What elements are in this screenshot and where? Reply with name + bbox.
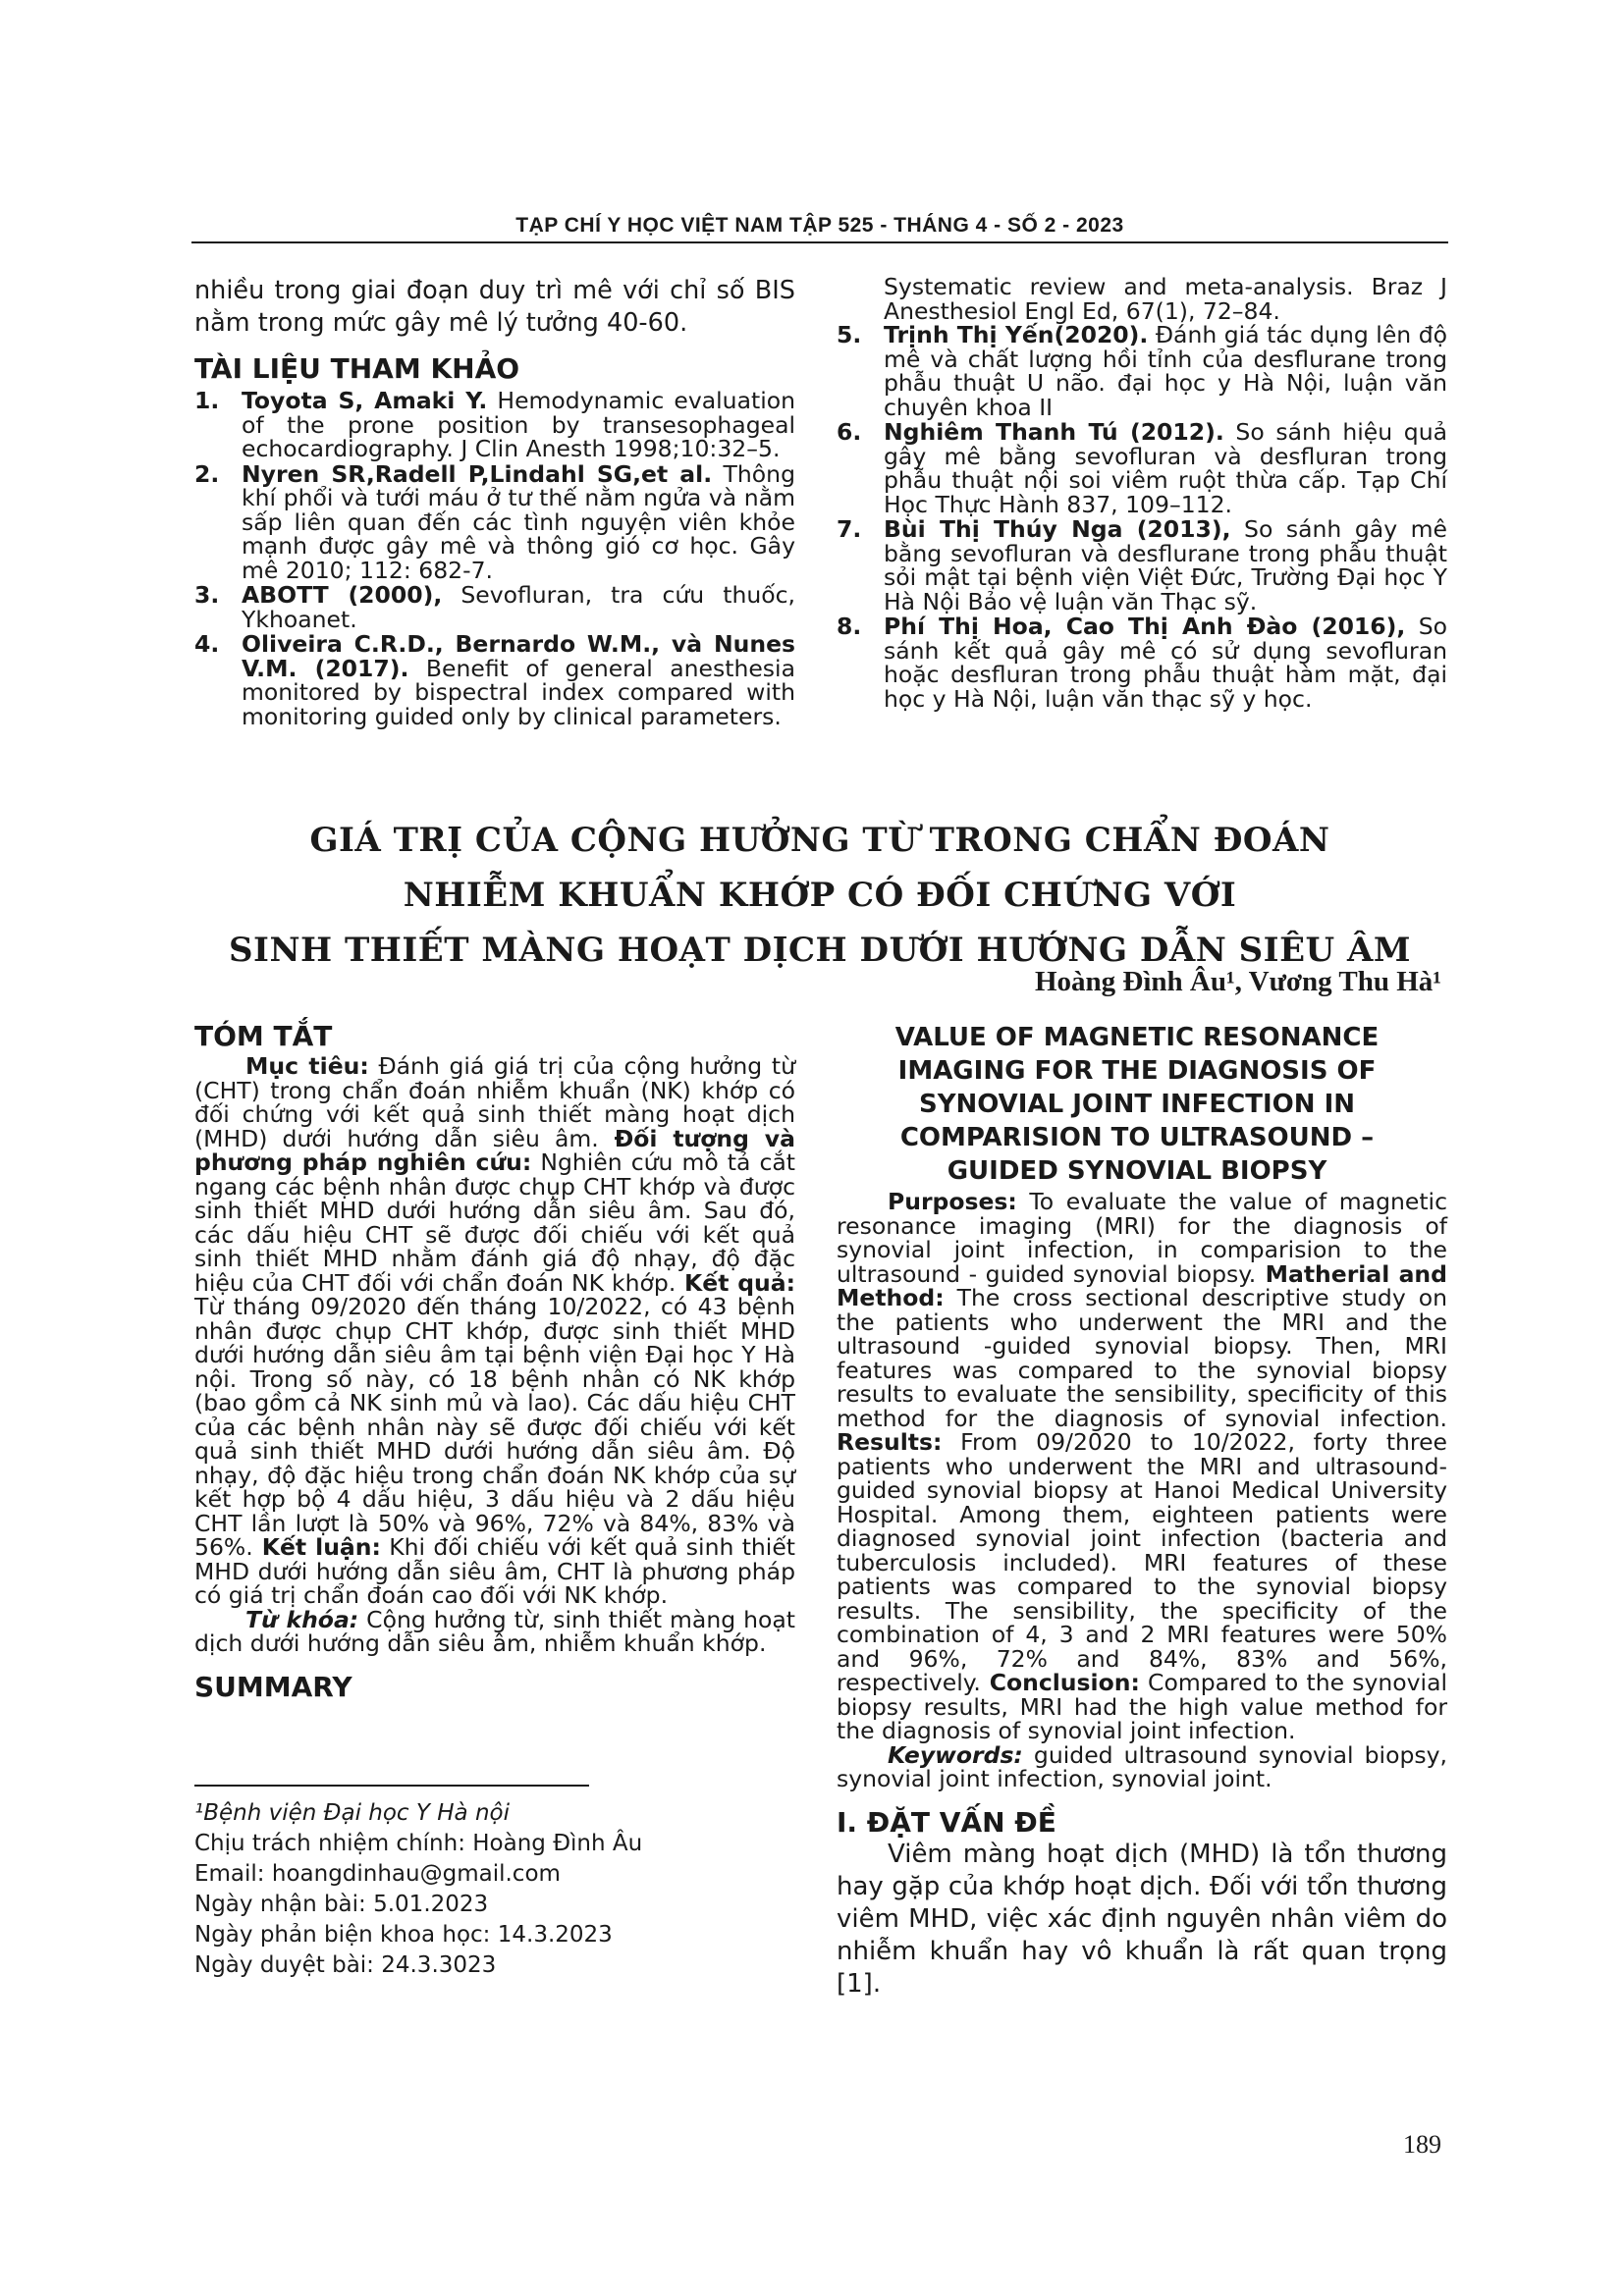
reference-text: So sánh kết quả gây mê có sử dụng sevofluran hoặc desfluran trong phẫu thuật hàm mặt, đại học y Hà Nội, luận văn thạc sỹ y học. [884, 613, 1447, 713]
abstract-body: Mục tiêu: Đánh giá giá trị của cộng hưởng từ (CHT) trong chẩn đoán nhiễm khuẩn (NK) khớp có đối chứng với kết quả sinh thiết màng hoạt dịch (MHD) dưới hướng dẫn siêu âm. Đối tượng và phương pháp nghiên cứu: Nghiên cứu mô tả cắt ngang các bệnh nhân được chụp CHT khớp và được sinh thiết MHD dưới hướng dẫn siêu âm. Sau đó, các dấu hiệu CHT sẽ được đối chiếu với kết quả sinh thiết MHD nhằm đánh giá độ nhạy, độ đặc hiệu của CHT đối với chẩn đoán NK khớp. Kết quả: Từ tháng 09/2020 đến tháng 10/2022, có 43 bệnh nhân được chụp CHT khớp, được sinh thiết MHD dưới hướng dẫn siêu âm tại bệnh viện Đại học Y Hà nội. Trong số này, có 18 bệnh nhân có NK khớp (bao gồm cả NK sinh mủ và lao). Các dấu hiệu CHT của các bệnh nhân này sẽ được đối chiếu với kết quả sinh thiết MHD dưới hướng dẫn siêu âm. Độ nhạy, độ đặc hiệu trong chẩn đoán NK khớp của sự kết hợp bộ 4 dấu hiệu, 3 dấu hiệu và 2 dấu hiệu CHT lần lượt là 50% và 96%, 72% và 84%, 83% và 56%. Kết luận: Khi đối chiếu với kết quả sinh thiết MHD dưới hướng dẫn siêu âm, CHT là phương pháp có giá trị chẩn đoán cao đối với NK khớp. [194, 1052, 796, 1609]
reference-number: 2. [194, 459, 220, 488]
reference-number: 7. [837, 515, 862, 543]
reference-item [194, 632, 795, 728]
abstract-english [837, 1190, 1447, 2001]
footnote-rule [194, 1785, 589, 1787]
english-title-line: VALUE OF MAGNETIC RESONANCE [894, 1023, 1380, 1052]
article-title [191, 813, 1448, 978]
reference-text: Sevofluran, tra cứu thuốc, Ykhoanet. [242, 581, 796, 633]
reference-4-continued: Systematic review and meta-analysis. Braz J Anesthesiol Engl Ed, 67(1), 72–84. [884, 273, 1447, 325]
reference-authors: Nghiêm Thanh Tú (2012). [884, 418, 1224, 446]
reference-text: Benefit of general anesthesia monitored by bispectral index compared with monitoring guided only by clinical parameters. [242, 654, 795, 730]
references-heading: TÀI LIỆU THAM KHẢO [194, 352, 520, 385]
reference-text: So sánh hiệu quả gây mê bằng sevofluran và desfluran trong phẫu thuật nội soi viêm ruột thừa cấp. Tạp Chí Học Thực Hành 837, 109–112. [884, 418, 1447, 518]
references-left-column [194, 275, 795, 729]
reference-authors: Phí Thị Hoa, Cao Thị Anh Đào (2016), [884, 613, 1406, 640]
abstract-keywords: Từ khóa: Cộng hưởng từ, sinh thiết màng hoạt dịch dưới hướng dẫn siêu âm, nhiễm khuẩn khớp. [194, 1605, 795, 1657]
reference-item [837, 323, 1447, 419]
reference-number: 8. [837, 613, 862, 640]
reference-item [837, 420, 1447, 516]
reference-item [194, 583, 795, 631]
footnote-email: Email: hoangdinhau@gmail.com [194, 1861, 561, 1887]
running-header: TẠP CHÍ Y HỌC VIỆT NAM TẬP 525 - THÁNG 4 - SỐ 2 - 2023 [515, 214, 1124, 237]
english-title-line: IMAGING FOR THE DIAGNOSIS OF [897, 1056, 1377, 1086]
article-title-line: SINH THIẾT MÀNG HOẠT DỊCH DƯỚI HƯỚNG DẪN SIÊU ÂM [228, 931, 1411, 970]
section-body: Viêm màng hoạt dịch (MHD) là tổn thương hay gặp của khớp hoạt dịch. Đối với tổn thương viêm MHD, việc xác định nguyên nhân viêm do nhiễm khuẩn hay vô khuẩn là rất quan trọng [1]. [837, 1839, 1447, 1999]
footnote-received: Ngày nhận bài: 5.01.2023 [194, 1892, 489, 1917]
english-keywords: Keywords: guided ultrasound synovial biopsy, synovial joint infection, synovial joint. [837, 1740, 1447, 1792]
reference-number: 3. [194, 581, 220, 609]
summary-heading: SUMMARY [194, 1670, 352, 1703]
footnote [194, 1798, 642, 1981]
reference-number: 1. [194, 387, 220, 414]
reference-text: So sánh gây mê bằng sevofluran và desflurane trong phẫu thuật sỏi mật tại bệnh viện Việt Đức, Trường Đại học Y Hà Nội Bảo vệ luận văn Thạc sỹ. [884, 515, 1447, 615]
abstract-heading: TÓM TẮT [194, 1020, 333, 1052]
reference-number: 5. [837, 321, 862, 348]
reference-item [194, 389, 795, 461]
footnote-accepted: Ngày duyệt bài: 24.3.3023 [194, 1952, 497, 1978]
article-title-line: NHIỄM KHUẨN KHỚP CÓ ĐỐI CHỨNG VỚI [403, 876, 1237, 915]
reference-item [194, 459, 795, 584]
header-rule [191, 241, 1448, 243]
reference-authors: ABOTT (2000), [242, 581, 443, 609]
footnote-affiliation: ¹Bệnh viện Đại học Y Hà nội [194, 1800, 510, 1826]
section-heading: I. ĐẶT VẤN ĐỀ [837, 1805, 1056, 1839]
reference-text: Thông khí phổi và tưới máu ở tư thế nằm ngửa và nằm sấp liên quan đến các tình nguyện viên khỏe mạnh được gây mê và thông gió cơ học. Gây mê 2010; 112: 682-7. [242, 459, 795, 584]
reference-number: 4. [194, 630, 220, 658]
article-title-line: GIÁ TRỊ CỦA CỘNG HƯỞNG TỪ TRONG CHẨN ĐOÁN [309, 821, 1330, 860]
reference-authors: Bùi Thị Thúy Nga (2013), [884, 515, 1231, 543]
references-right-column [837, 275, 1447, 712]
reference-authors: Oliveira C.R.D., Bernardo W.M., và Nunes V.M. (2017). [242, 630, 795, 682]
reference-authors: Toyota S, Amaki Y. [242, 387, 488, 414]
reference-text: Đánh giá tác dụng lên độ mê và chất lượng hồi tỉnh của desflurane trong phẫu thuật U não. đại học y Hà Nội, luận văn chuyên khoa II [884, 321, 1447, 421]
reference-number: 6. [837, 418, 862, 446]
authors: Hoàng Đình Âu¹, Vương Thu Hà¹ [1034, 966, 1441, 997]
english-title [828, 1021, 1446, 1188]
english-title-line: SYNOVIAL JOINT INFECTION IN [918, 1090, 1356, 1119]
page-number: 189 [1403, 2130, 1441, 2159]
english-abstract-body: Purposes: To evaluate the value of magnetic resonance imaging (MRI) for the diagnosis of synovial joint infection, in comparision to the ultrasound - guided synovial biopsy. Matherial and Method: The cross sectional descriptive study on the patients who underwent the MRI and the ultrasound -guided synovial biopsy. Then, MRI features was compared to the synovial biopsy results to evaluate the sensibility, specificity of this method for the diagnosis of synovial infection. Results: From 09/2020 to 10/2022, forty three patients who underwent the MRI and ultrasound-guided synovial biopsy at Hanoi Medical University Hospital. Among them, eighteen patients were diagnosed synovial joint infection (bacteria and tuberculosis included). MRI features of these patients was compared to the synovial biopsy results. The sensibility, the specificity of the combination of 4, 3 and 2 MRI features were 50% and 96%, 72% and 84%, 83% and 56%, respectively. Conclusion: Compared to the synovial biopsy results, MRI had the high value method for the diagnosis of synovial joint infection. [837, 1188, 1448, 1744]
reference-authors: Nyren SR,Radell P,Lindahl SG,et al. [242, 459, 713, 488]
reference-text: Hemodynamic evaluation of the prone position by transesophageal echocardiography. J Clin Anesth 1998;10:32–5. [242, 387, 795, 462]
footnote-responsible: Chịu trách nhiệm chính: Hoàng Đình Âu [194, 1831, 643, 1856]
footnote-reviewed: Ngày phản biện khoa học: 14.3.2023 [194, 1922, 613, 1948]
english-title-line: GUIDED SYNOVIAL BIOPSY [947, 1156, 1327, 1186]
abstract-vietnamese [194, 1021, 795, 1703]
reference-item [837, 614, 1447, 711]
previous-article-tail: nhiều trong giai đoạn duy trì mê với chỉ số BIS nằm trong mức gây mê lý tưởng 40-60. [194, 276, 795, 338]
reference-item [837, 517, 1447, 614]
reference-authors: Trịnh Thị Yến(2020). [884, 321, 1149, 348]
english-title-line: COMPARISION TO ULTRASOUND – [899, 1123, 1375, 1152]
